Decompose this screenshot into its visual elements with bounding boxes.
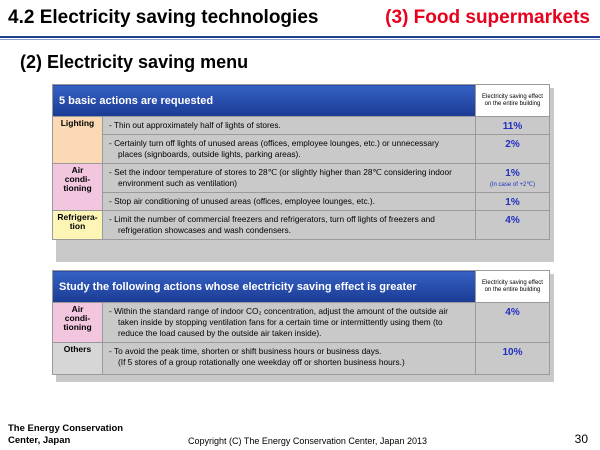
effect-value xyxy=(476,135,550,164)
table1-effect-header: Electricity saving effect on the entire building xyxy=(476,85,550,117)
table-row xyxy=(53,303,550,343)
category-label-line: condi- xyxy=(64,313,91,323)
action-description xyxy=(103,211,476,240)
action-text: - Certainly turn off lights of unused areas (offices, employee lounges, etc.) or unnecessary xyxy=(109,138,439,148)
slide-title: 4.2 Electricity saving technologies xyxy=(8,7,319,28)
action-description xyxy=(103,343,476,375)
action-text-cont: places (signboards, outside lights, parking areas). xyxy=(118,149,301,159)
action-text: - To avoid the peak time, shorten or shift business hours or business days. xyxy=(109,346,382,356)
effect-value xyxy=(476,164,550,193)
category-label-line: tioning xyxy=(63,322,92,332)
footer-copyright: Copyright (C) The Energy Conservation Center, Japan 2013 xyxy=(188,436,427,446)
action-text-cont: (If 5 stores of a group rotationally one weekday off or shorten business hours.) xyxy=(118,357,405,367)
action-text: - Thin out approximately half of lights of stores. xyxy=(109,120,281,130)
category-label-line: Refrigera- xyxy=(57,212,98,222)
table2-effect-header: Electricity saving effect on the entire building xyxy=(476,271,550,303)
org-line: The Energy Conservation xyxy=(8,423,124,434)
action-description xyxy=(103,117,476,135)
slide-subtitle: (3) Food supermarkets xyxy=(385,7,590,28)
header-divider xyxy=(0,36,600,38)
slide-header xyxy=(0,0,600,36)
effect-percent: 11% xyxy=(502,121,523,132)
action-text: - Stop air conditioning of unused areas (offices, employee lounges, etc.). xyxy=(109,196,375,206)
action-description xyxy=(103,303,476,343)
category-label-line: tion xyxy=(69,221,86,231)
effect-percent: 10% xyxy=(502,347,523,358)
category-air-conditioning xyxy=(53,164,103,211)
footer-organization xyxy=(8,423,123,447)
category-label-line: tioning xyxy=(63,183,92,193)
table-row xyxy=(53,211,550,240)
section-title: (2) Electricity saving menu xyxy=(20,52,249,72)
effect-percent: 1% xyxy=(505,197,520,208)
table1-heading: 5 basic actions are requested xyxy=(53,85,476,117)
table-row xyxy=(53,193,550,211)
page-number: 30 xyxy=(574,432,588,446)
category-lighting: Lighting xyxy=(53,117,103,164)
category-refrigeration xyxy=(53,211,103,240)
basic-actions-table xyxy=(52,84,550,240)
effect-percent: 2% xyxy=(505,139,520,150)
action-description xyxy=(103,193,476,211)
action-description xyxy=(103,164,476,193)
action-text-cont: reduce the load caused by the outside air taken inside). xyxy=(118,328,322,338)
table-row xyxy=(53,343,550,375)
action-description xyxy=(103,135,476,164)
action-text: - Within the standard range of indoor CO₂ concentration, adjust the amount of the outside air xyxy=(109,306,448,316)
effect-percent: 1% xyxy=(505,168,520,179)
further-actions-table xyxy=(52,270,550,375)
effect-value xyxy=(476,343,550,375)
header-divider-thin xyxy=(0,39,600,40)
action-text: - Set the indoor temperature of stores to 28℃ (or slightly higher than 28℃ considering indoor xyxy=(109,167,452,177)
org-line: Center, Japan xyxy=(8,435,71,446)
category-label-line: Air xyxy=(71,165,84,175)
category-air-conditioning xyxy=(53,303,103,343)
table-row xyxy=(53,164,550,193)
table-row xyxy=(53,135,550,164)
table2-heading: Study the following actions whose electricity saving effect is greater xyxy=(53,271,476,303)
action-text-cont: taken inside by stopping ventilation fans for a certain time or intermittently using them (to xyxy=(118,317,443,327)
table-row xyxy=(53,117,550,135)
effect-percent: 4% xyxy=(505,307,520,318)
effect-value xyxy=(476,193,550,211)
effect-note: (In case of +2℃) xyxy=(489,182,536,188)
effect-percent: 4% xyxy=(505,215,520,226)
category-label-line: condi- xyxy=(64,174,91,184)
action-text-cont: refrigeration showcases and wash condensers. xyxy=(118,225,291,235)
action-text: - Limit the number of commercial freezers and refrigerators, turn off lights of freezers and xyxy=(109,214,435,224)
effect-value xyxy=(476,211,550,240)
category-others: Others xyxy=(53,343,103,375)
category-label-line: Air xyxy=(71,304,84,314)
action-text-cont: environment such as ventilation) xyxy=(118,178,237,188)
effect-value xyxy=(476,117,550,135)
effect-value xyxy=(476,303,550,343)
